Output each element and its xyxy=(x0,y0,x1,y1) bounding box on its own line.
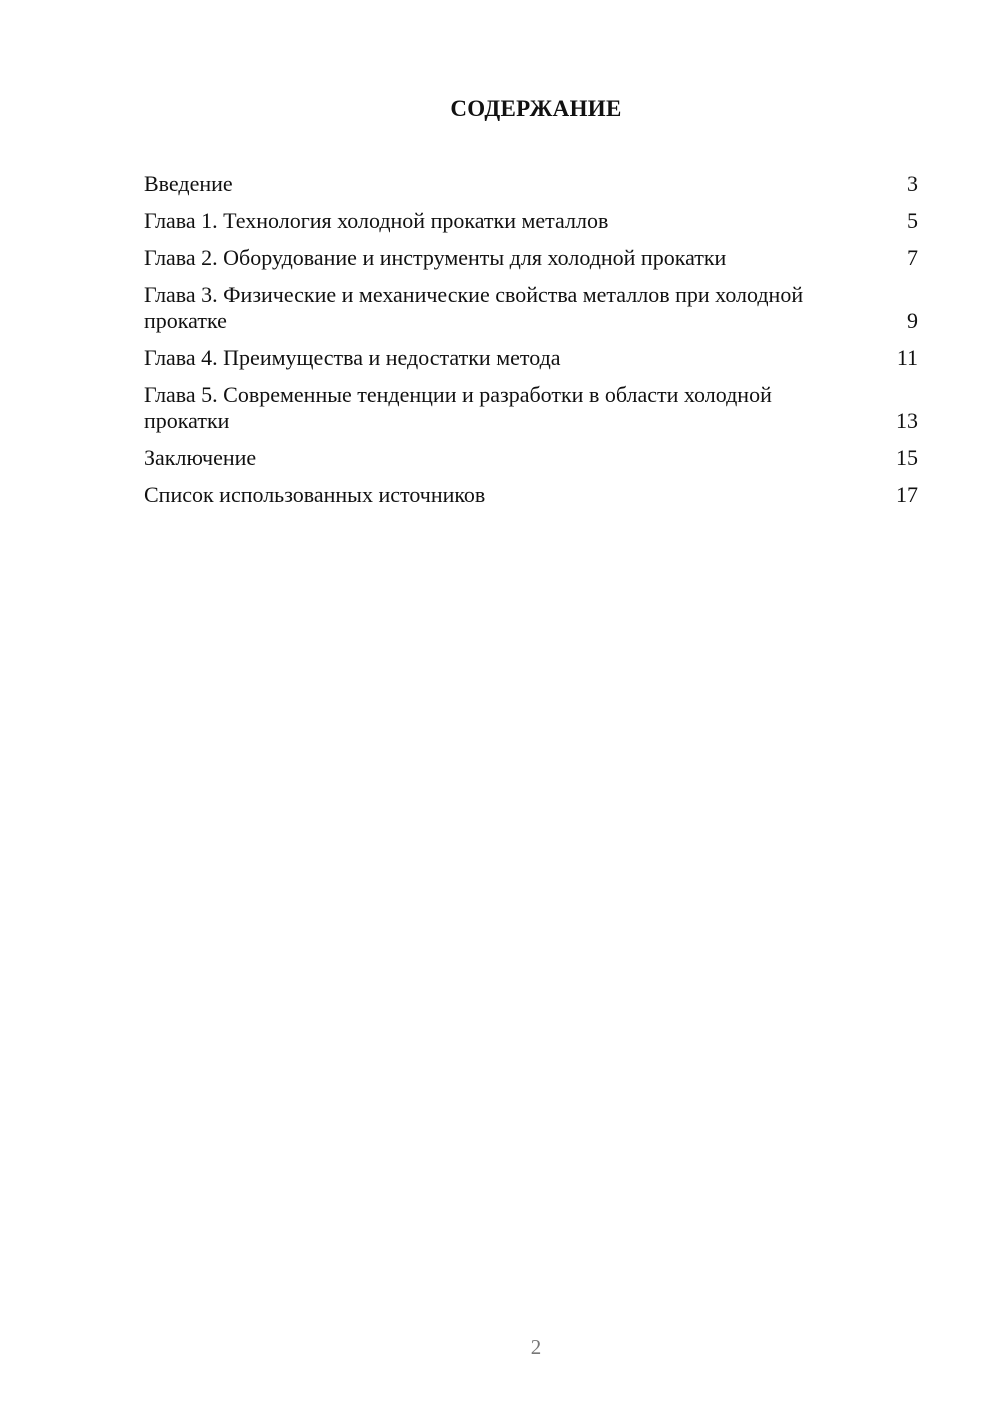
toc-entry-text: Глава 3. Физические и механические свойства металлов при холодной прокатке xyxy=(144,282,804,333)
toc-entry-text: Глава 1. Технология холодной прокатки металлов xyxy=(144,208,609,233)
toc-entry-text: Список использованных источников xyxy=(144,482,486,507)
toc-entry-text: Введение xyxy=(144,171,233,196)
toc-entry-chapter-2 xyxy=(144,245,918,271)
toc-entry-page: 13 xyxy=(896,408,918,433)
toc-entry-chapter-3 xyxy=(144,282,918,334)
toc-entry-page: 15 xyxy=(896,445,918,470)
toc-entry-page: 3 xyxy=(907,171,918,196)
toc-entry-chapter-5 xyxy=(144,382,918,434)
toc-entry-page: 17 xyxy=(896,482,918,507)
toc-entry-chapter-1 xyxy=(144,208,918,234)
toc-entry-chapter-4 xyxy=(144,345,918,371)
toc-entry-conclusion xyxy=(144,445,918,471)
toc-list xyxy=(144,171,918,519)
toc-entry-page: 7 xyxy=(907,245,918,270)
toc-entry-page: 5 xyxy=(907,208,918,233)
toc-entry-text: Глава 2. Оборудование и инструменты для холодной прокатки xyxy=(144,245,727,270)
toc-entry-text: Глава 4. Преимущества и недостатки метода xyxy=(144,345,561,370)
toc-entry-text: Глава 5. Современные тенденции и разработки в области холодной прокатки xyxy=(144,382,772,433)
toc-title: СОДЕРЖАНИЕ xyxy=(450,96,622,121)
toc-entry-page: 11 xyxy=(896,345,918,370)
toc-entry-text: Заключение xyxy=(144,445,257,470)
page-number: 2 xyxy=(530,1335,542,1359)
toc-entry-page: 9 xyxy=(907,308,918,333)
toc-entry-references xyxy=(144,482,918,508)
toc-entry-introduction xyxy=(144,171,918,197)
